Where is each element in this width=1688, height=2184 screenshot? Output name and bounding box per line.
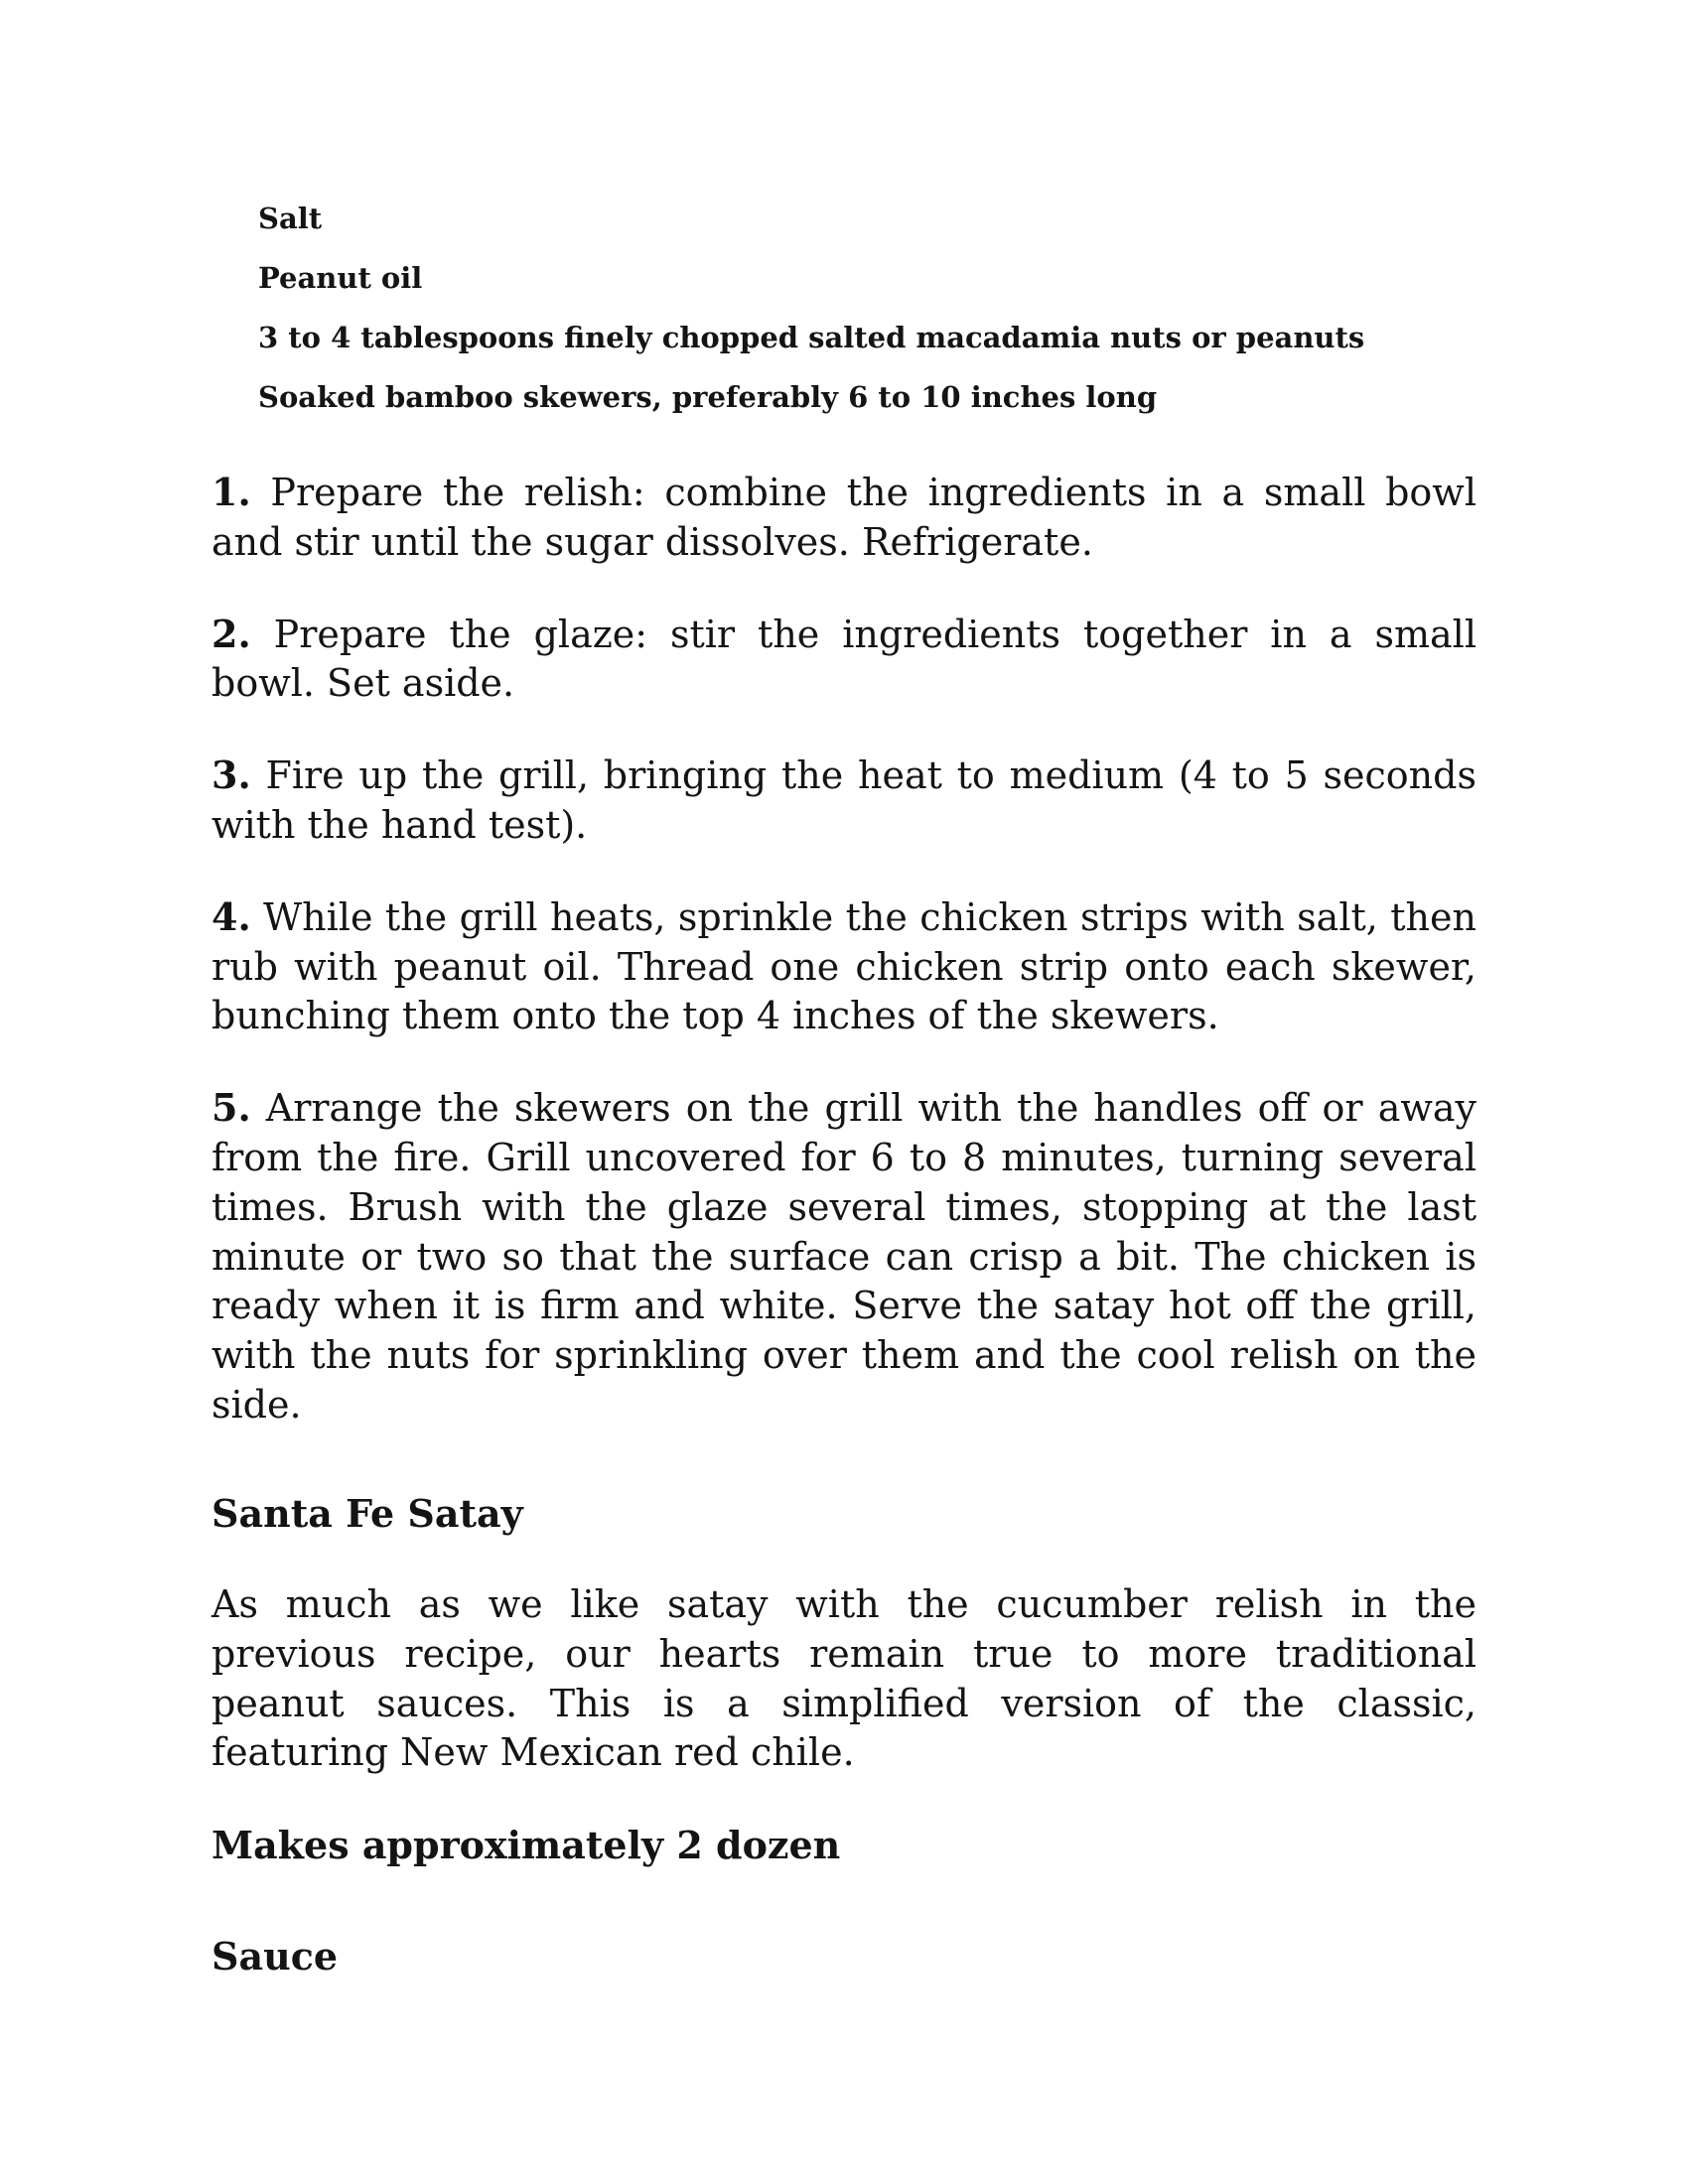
step-5 [211, 1083, 1477, 1431]
step-4 [211, 892, 1477, 1041]
sauce-heading: Sauce [211, 1934, 339, 1979]
step-number: 3. [211, 752, 251, 798]
ingredient-item: Peanut oil [258, 261, 423, 295]
step-1 [211, 468, 1477, 568]
recipe-title: Santa Fe Satay [211, 1491, 523, 1536]
ingredient-list [258, 199, 1477, 437]
ingredient-item: Soaked bamboo skewers, preferably 6 to 10 inches long [258, 380, 1158, 414]
recipe-yield-block [211, 1821, 1477, 1870]
step-3 [211, 751, 1477, 851]
instruction-steps [211, 468, 1477, 1472]
step-text: Fire up the grill, bringing the heat to medium (4 to 5 seconds with the hand test). [211, 753, 1477, 847]
ingredient-item: 3 to 4 tablespoons finely chopped salted macadamia nuts or peanuts [258, 321, 1365, 354]
recipe-intro: As much as we like satay with the cucumber relish in the previous recipe, our hearts remain true to more traditional peanut sauces. This is a simplified version of the classic, featuring New Mexican red chile. [211, 1582, 1477, 1775]
step-text: Prepare the glaze: stir the ingredients together in a small bowl. Set aside. [211, 612, 1477, 706]
step-number: 1. [211, 470, 251, 514]
recipe-yield: Makes approximately 2 dozen [211, 1823, 841, 1867]
step-number: 4. [211, 893, 251, 939]
step-number: 5. [211, 1085, 251, 1131]
recipe-title-block [211, 1489, 1477, 1539]
ingredient-item: Salt [258, 202, 323, 235]
step-2 [211, 610, 1477, 710]
step-text: Arrange the skewers on the grill with the handles off or away from the fire. Grill uncovered for 6 to 8 minutes, turning several times. Brush with the glaze several times, stopping at the last minute or two so that the surface can crisp a bit. The chicken is ready when it is firm and white. Serve the satay hot off the grill, with the nuts for sprinkling over them and the cool relish on the side. [211, 1086, 1477, 1427]
step-number: 2. [211, 611, 251, 656]
recipe-intro-block [211, 1580, 1477, 1778]
step-text: Prepare the relish: combine the ingredients in a small bowl and stir until the sugar dissolves. Refrigerate. [211, 471, 1477, 564]
sauce-heading-block [211, 1932, 1477, 1981]
step-text: While the grill heats, sprinkle the chicken strips with salt, then rub with peanut oil. Thread one chicken strip onto each skewer, bunching them onto the top 4 inches of the skewers. [211, 894, 1477, 1038]
